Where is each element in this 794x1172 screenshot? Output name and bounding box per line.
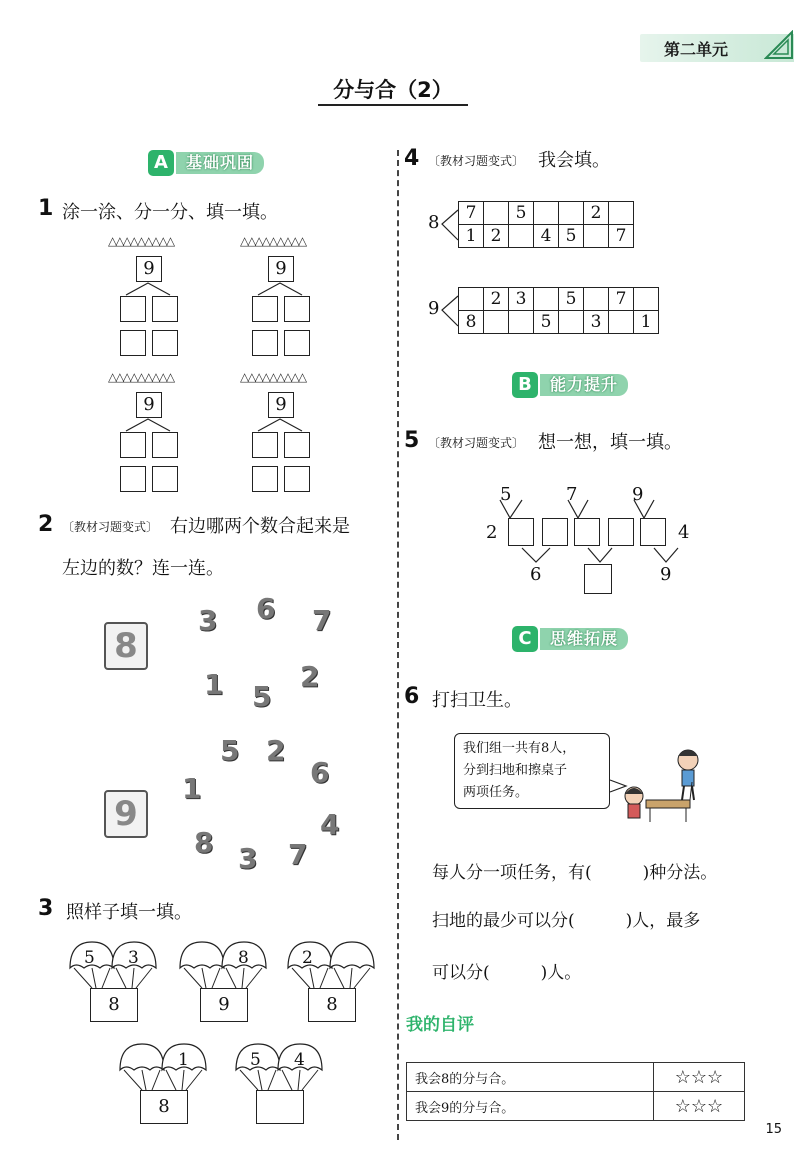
- page-title: 分与合（2）: [333, 78, 453, 102]
- q5-answer-box[interactable]: [542, 518, 568, 546]
- table-row: [459, 311, 659, 334]
- q2-upper-number-char[interactable]: 1: [204, 668, 224, 701]
- q5-answer-box[interactable]: [640, 518, 666, 546]
- grid-cell[interactable]: 5: [534, 311, 559, 334]
- q4-branch-8: [440, 208, 460, 242]
- q1-answer-box[interactable]: [252, 466, 278, 492]
- q5-answer-box[interactable]: [608, 518, 634, 546]
- q5-answer-box[interactable]: [584, 564, 612, 594]
- grid-cell[interactable]: [634, 288, 659, 311]
- triangle-ruler-icon: [764, 30, 794, 60]
- students-cleaning-illustration: [608, 740, 718, 830]
- grid-cell[interactable]: 5: [509, 202, 534, 225]
- grid-cell[interactable]: [459, 288, 484, 311]
- table-row: [459, 202, 634, 225]
- q6-line-2: 扫地的最少可以分( )人，最多: [432, 911, 701, 931]
- q1-answer-box[interactable]: [120, 296, 146, 322]
- title-underline: [318, 104, 468, 106]
- unit-label: 第二单元: [664, 40, 729, 59]
- q2-lower-number-char[interactable]: 4: [320, 808, 340, 841]
- section-c-letter: C: [512, 626, 538, 652]
- table-row: [459, 225, 634, 248]
- grid-cell[interactable]: [559, 311, 584, 334]
- q2-card-9[interactable]: 9: [104, 790, 148, 838]
- parachute-right-number[interactable]: 3: [128, 948, 139, 968]
- grid-cell[interactable]: 5: [559, 225, 584, 248]
- q5-bottom-left-number: 6: [530, 564, 542, 585]
- table-row: [459, 288, 659, 311]
- q2-upper-number-char[interactable]: 7: [312, 604, 332, 637]
- q2-lower-number-char[interactable]: 1: [182, 772, 202, 805]
- section-a-letter: A: [148, 150, 174, 176]
- grid-cell[interactable]: [534, 202, 559, 225]
- grid-cell[interactable]: 5: [559, 288, 584, 311]
- unit-tab: [640, 26, 794, 66]
- section-a-badge: [148, 150, 288, 176]
- speech-line: 我们组一共有8人，: [463, 741, 576, 756]
- grid-cell[interactable]: 3: [584, 311, 609, 334]
- q2-upper-number-char[interactable]: 5: [252, 680, 272, 713]
- q1-answer-box[interactable]: [284, 432, 310, 458]
- q2-text-2: 左边的数？连一连。: [62, 558, 224, 579]
- parachute-total-box[interactable]: 9: [200, 988, 248, 1022]
- q1-branch-lines: [250, 282, 310, 296]
- q2-upper-number-char[interactable]: 2: [300, 660, 320, 693]
- grid-cell[interactable]: [584, 225, 609, 248]
- q2-lower-number-char[interactable]: 3: [238, 842, 258, 875]
- q4-number: 4: [404, 146, 420, 171]
- q1-total-box: 9: [136, 256, 162, 282]
- q1-answer-box[interactable]: [252, 296, 278, 322]
- section-c-label: 思维拓展: [540, 628, 628, 650]
- q1-answer-box[interactable]: [152, 296, 178, 322]
- eval-stars[interactable]: ☆☆☆: [654, 1063, 745, 1092]
- q2-number: 2: [38, 512, 54, 537]
- grid-cell[interactable]: [584, 288, 609, 311]
- q2-card-8[interactable]: 8: [104, 622, 148, 670]
- q5-tag: 〔教材习题变式〕: [428, 436, 525, 450]
- grid-cell[interactable]: 1: [634, 311, 659, 334]
- grid-cell[interactable]: [509, 225, 534, 248]
- q1-branch-lines: [118, 282, 178, 296]
- grid-cell[interactable]: 1: [459, 225, 484, 248]
- q4-total-9: 9: [428, 298, 440, 319]
- eval-label: 我会8的分与合。: [407, 1063, 654, 1092]
- q5-bottom-right-number: 9: [660, 564, 672, 585]
- q1-total-box: 9: [136, 392, 162, 418]
- q4-grid-8: [458, 201, 634, 248]
- table-row: [407, 1063, 745, 1092]
- grid-cell[interactable]: 2: [584, 202, 609, 225]
- q1-answer-box[interactable]: [120, 466, 146, 492]
- q5-right-number: 4: [678, 522, 690, 543]
- parachute-right-number[interactable]: 1: [178, 1050, 189, 1070]
- q2-lower-number-char[interactable]: 8: [194, 826, 214, 859]
- q1-branch-lines: [118, 418, 178, 432]
- speech-line: 分到扫地和擦桌子: [463, 763, 568, 778]
- grid-cell[interactable]: 4: [534, 225, 559, 248]
- q1-answer-box[interactable]: [284, 466, 310, 492]
- q5-number: 5: [404, 428, 420, 453]
- q6-line-1: 每人分一项任务，有( )种分法。: [432, 863, 718, 883]
- q1-triangle-row[interactable]: △△△△△△△△△: [240, 234, 306, 248]
- parachute-total-box[interactable]: 8: [308, 988, 356, 1022]
- q2-text-1: 右边哪两个数合起来是: [170, 516, 350, 537]
- q2-tag: 〔教材习题变式〕: [62, 520, 159, 534]
- q1-answer-box[interactable]: [152, 432, 178, 458]
- q1-triangle-row[interactable]: △△△△△△△△△: [108, 234, 174, 248]
- section-b-label: 能力提升: [540, 374, 628, 396]
- grid-cell[interactable]: 2: [484, 288, 509, 311]
- q5-top-number: 9: [632, 484, 644, 505]
- q6-text: 打扫卫生。: [432, 690, 522, 711]
- q4-branch-9: [440, 294, 460, 328]
- q5-answer-box[interactable]: [574, 518, 600, 546]
- q4-text: 我会填。: [538, 150, 610, 171]
- self-evaluation-table: [406, 1062, 745, 1121]
- q1-answer-box[interactable]: [152, 466, 178, 492]
- q5-left-number: 2: [486, 522, 498, 543]
- parachute-total-box[interactable]: [256, 1090, 304, 1124]
- table-row: [407, 1092, 745, 1121]
- grid-cell[interactable]: [484, 311, 509, 334]
- q1-answer-box[interactable]: [252, 432, 278, 458]
- q1-answer-box[interactable]: [120, 330, 146, 356]
- speech-line: 两项任务。: [463, 785, 529, 800]
- column-divider: [397, 150, 399, 1140]
- q5-top-number: 7: [566, 484, 578, 505]
- q1-triangle-row[interactable]: △△△△△△△△△: [108, 370, 174, 384]
- q2-lower-number-char[interactable]: 2: [266, 734, 286, 767]
- grid-cell[interactable]: 8: [459, 311, 484, 334]
- parachute-total-box[interactable]: 8: [90, 988, 138, 1022]
- self-evaluation-title: 我的自评: [406, 1015, 474, 1035]
- section-c-badge: [512, 626, 652, 652]
- grid-cell[interactable]: 7: [609, 288, 634, 311]
- section-b-badge: [512, 372, 652, 398]
- grid-cell[interactable]: [609, 311, 634, 334]
- eval-stars[interactable]: ☆☆☆: [654, 1092, 745, 1121]
- grid-cell[interactable]: [484, 202, 509, 225]
- grid-cell[interactable]: [609, 202, 634, 225]
- q1-total-box: 9: [268, 256, 294, 282]
- section-a-label: 基础巩固: [176, 152, 264, 174]
- q2-upper-number-char[interactable]: 3: [198, 604, 218, 637]
- parachute-right-number[interactable]: 8: [238, 948, 249, 968]
- q4-grid-9: [458, 287, 659, 334]
- grid-cell[interactable]: [534, 288, 559, 311]
- q1-answer-box[interactable]: [252, 330, 278, 356]
- q1-answer-box[interactable]: [120, 432, 146, 458]
- grid-cell[interactable]: 2: [484, 225, 509, 248]
- q2-lower-number-char[interactable]: 5: [220, 734, 240, 767]
- grid-cell[interactable]: 7: [609, 225, 634, 248]
- grid-cell[interactable]: [509, 311, 534, 334]
- eval-label: 我会9的分与合。: [407, 1092, 654, 1121]
- q5-top-number: 5: [500, 484, 512, 505]
- q6-line-3: 可以分( )人。: [432, 963, 582, 983]
- grid-cell[interactable]: 7: [459, 202, 484, 225]
- q6-number: 6: [404, 684, 420, 709]
- q1-total-box: 9: [268, 392, 294, 418]
- q1-answer-box[interactable]: [152, 330, 178, 356]
- q1-branch-lines: [250, 418, 310, 432]
- q1-number: 1: [38, 196, 54, 221]
- q2-upper-number-char[interactable]: 6: [256, 592, 276, 625]
- q2-lower-number-char[interactable]: 7: [288, 838, 308, 871]
- parachute-left-number[interactable]: 2: [302, 948, 313, 968]
- parachute-right-number[interactable]: 4: [294, 1050, 305, 1070]
- grid-cell[interactable]: 3: [509, 288, 534, 311]
- q1-answer-box[interactable]: [284, 330, 310, 356]
- q5-answer-box[interactable]: [508, 518, 534, 546]
- q5-text: 想一想，填一填。: [538, 432, 682, 453]
- q3-text: 照样子填一填。: [66, 902, 192, 923]
- q1-answer-box[interactable]: [284, 296, 310, 322]
- q1-text: 涂一涂、分一分、填一填。: [62, 202, 278, 223]
- q4-total-8: 8: [428, 212, 440, 233]
- page-number: 15: [765, 1122, 782, 1137]
- q3-number: 3: [38, 896, 54, 921]
- grid-cell[interactable]: [559, 202, 584, 225]
- section-b-letter: B: [512, 372, 538, 398]
- parachute-left-number[interactable]: 5: [250, 1050, 261, 1070]
- q4-tag: 〔教材习题变式〕: [428, 154, 525, 168]
- q6-speech-bubble: [454, 733, 610, 809]
- parachute-left-number[interactable]: 5: [84, 948, 95, 968]
- q1-triangle-row[interactable]: △△△△△△△△△: [240, 370, 306, 384]
- parachute-total-box[interactable]: 8: [140, 1090, 188, 1124]
- q2-lower-number-char[interactable]: 6: [310, 756, 330, 789]
